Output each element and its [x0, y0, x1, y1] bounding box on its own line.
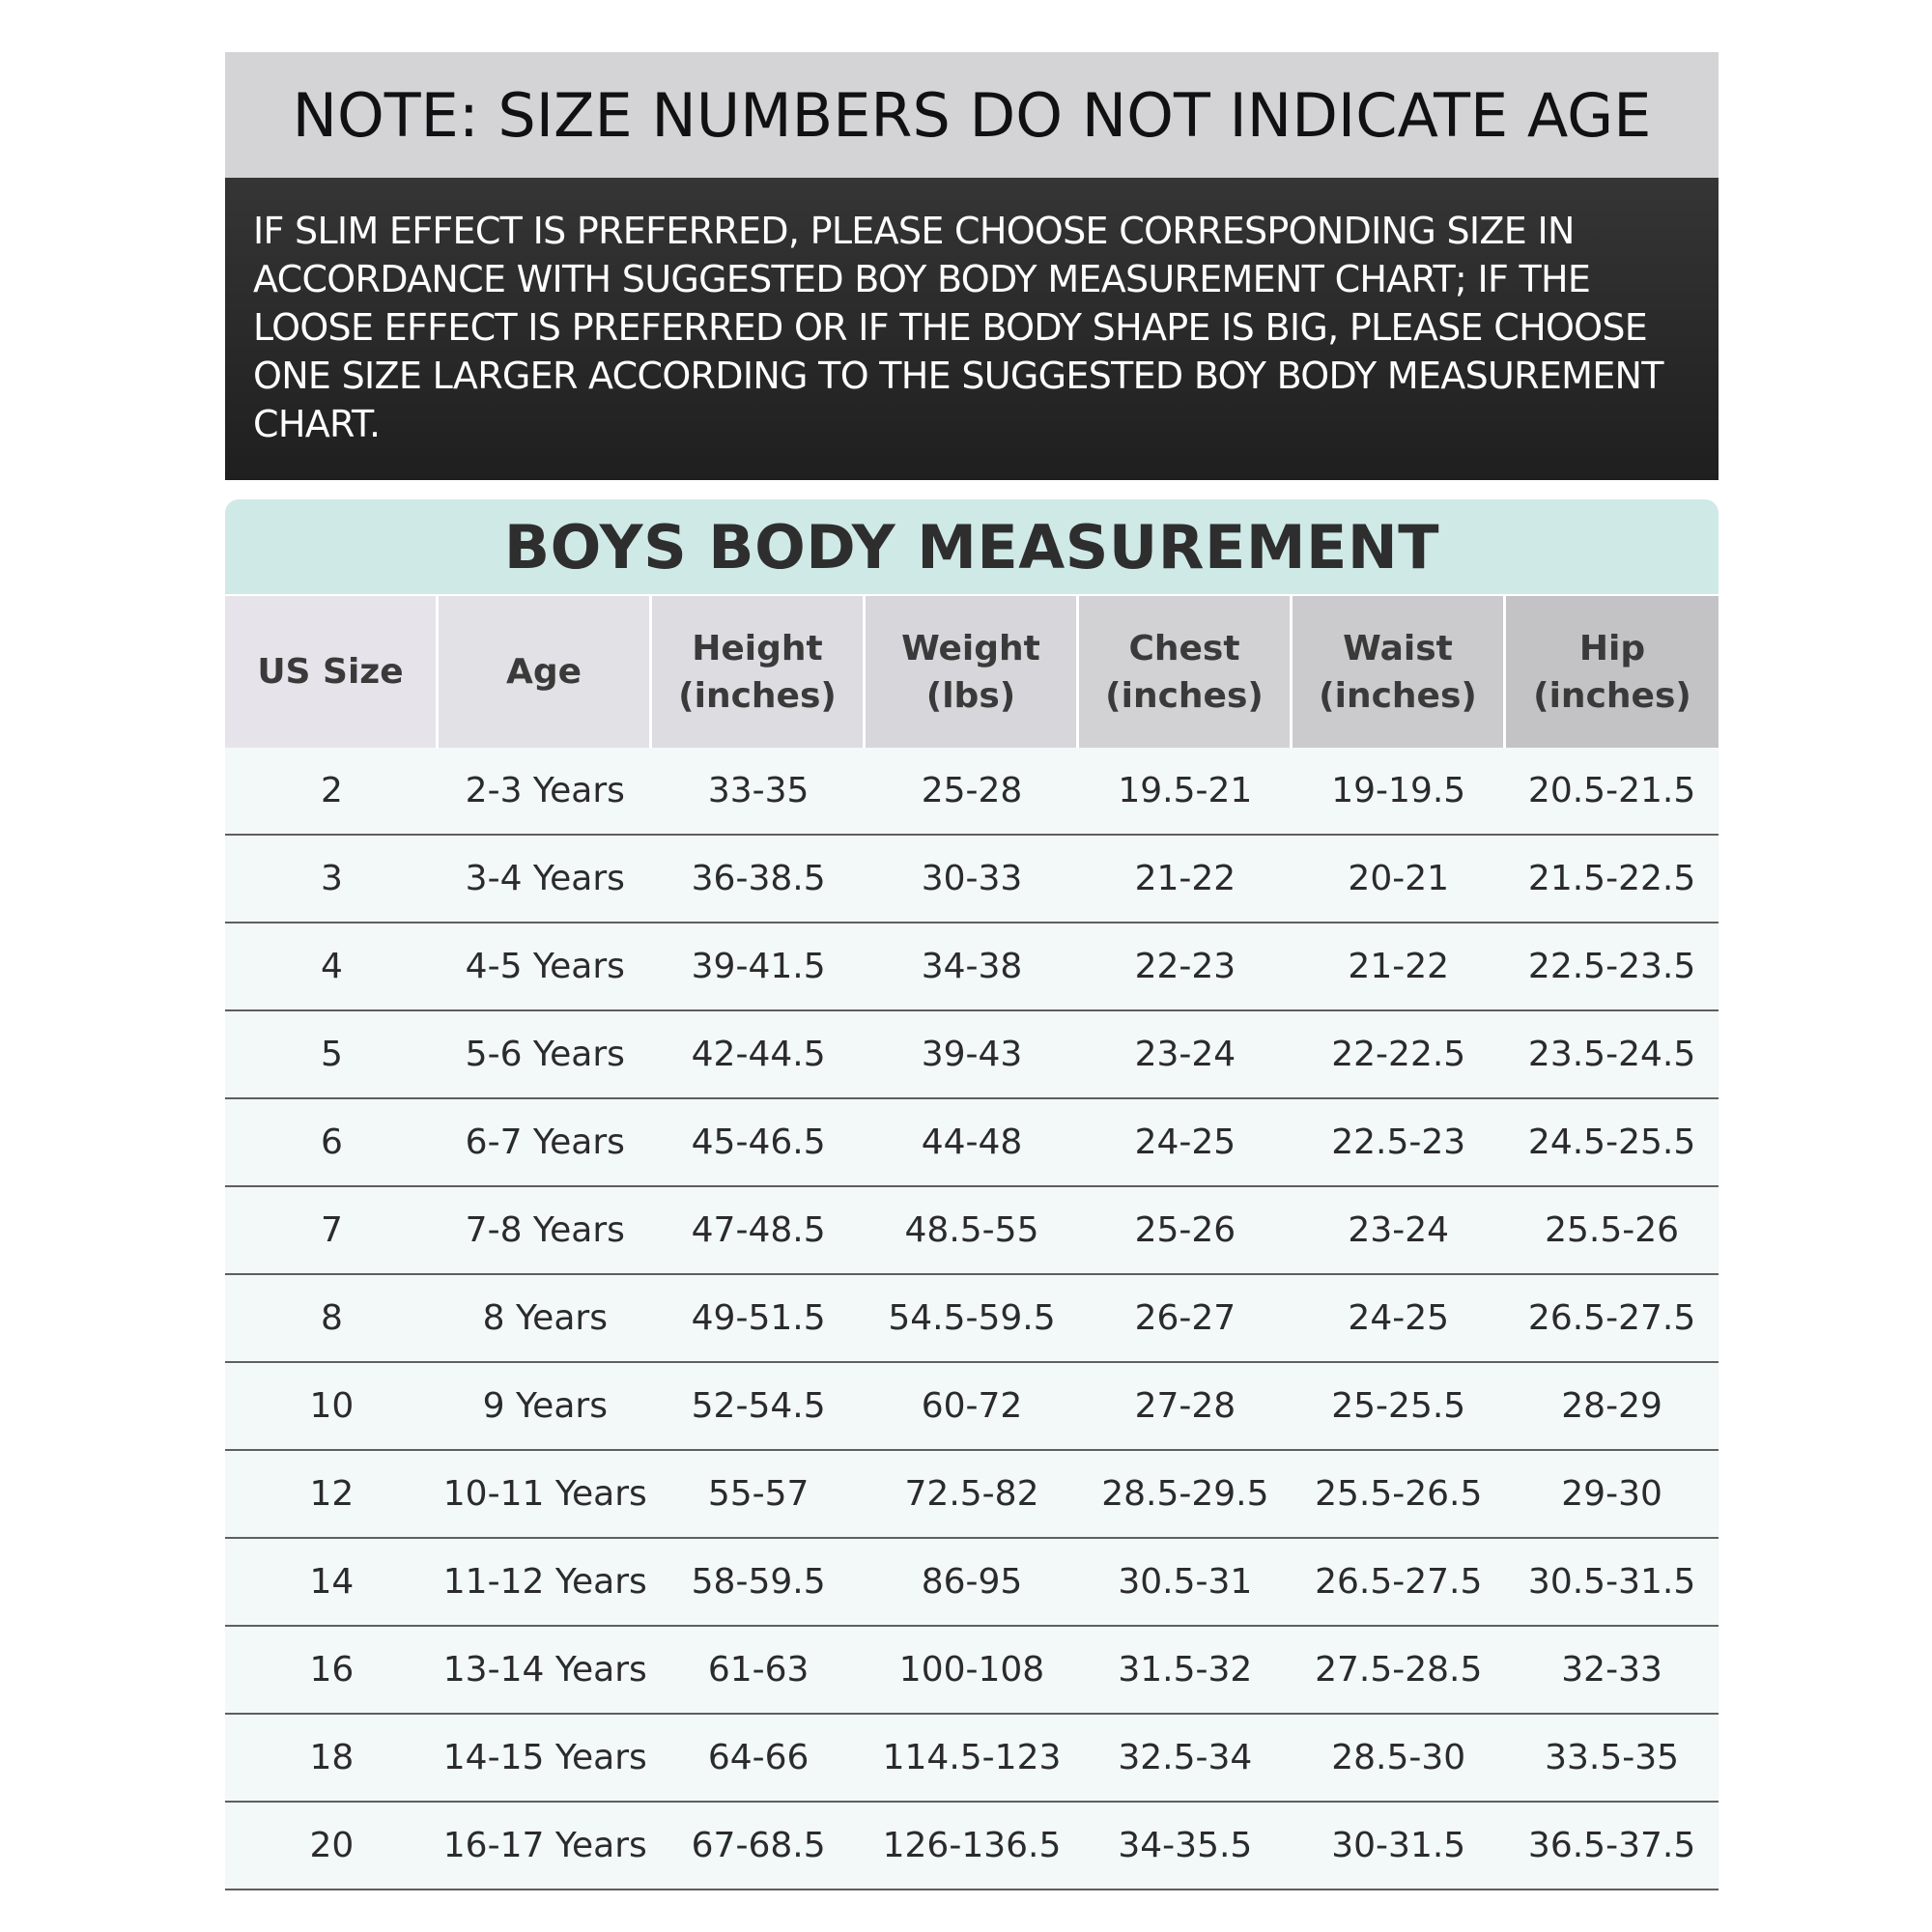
table-cell: 3-4 Years — [465, 859, 625, 898]
table-cell: 12 — [309, 1474, 355, 1514]
header-line: Height — [692, 628, 823, 668]
table-cell: 2-3 Years — [465, 771, 625, 810]
table-cell: 126-136.5 — [882, 1826, 1062, 1865]
table-cell: 22-23 — [1134, 947, 1236, 986]
header-line: Waist — [1343, 628, 1453, 668]
table-cell: 55-57 — [707, 1474, 810, 1514]
table-cell: 30.5-31 — [1118, 1562, 1253, 1602]
table-cell: 32.5-34 — [1118, 1738, 1253, 1777]
table-cell: 27-28 — [1134, 1386, 1236, 1426]
table-cell: 9 Years — [482, 1386, 608, 1426]
table-cell: 23-24 — [1134, 1035, 1236, 1074]
header-unit: (lbs) — [925, 675, 1016, 716]
table-cell: 30-33 — [921, 859, 1023, 898]
table-row — [225, 1275, 1719, 1363]
advice-box — [225, 178, 1719, 480]
table-cell: 16 — [309, 1650, 355, 1690]
table-cell: 52-54.5 — [691, 1386, 826, 1426]
table-cell: 25.5-26.5 — [1315, 1474, 1483, 1514]
table-cell: 23-24 — [1348, 1210, 1450, 1250]
table-title: BOYS BODY MEASUREMENT — [503, 511, 1440, 582]
table-cell: 67-68.5 — [691, 1826, 826, 1865]
table-cell: 30.5-31.5 — [1527, 1562, 1696, 1602]
table-cell: 4 — [320, 947, 343, 986]
table-cell: 18 — [309, 1738, 355, 1777]
table-row — [225, 1627, 1719, 1715]
table-cell: 31.5-32 — [1118, 1650, 1253, 1690]
table-cell: 16-17 Years — [442, 1826, 647, 1865]
table-row — [225, 1099, 1719, 1187]
header-us-size — [225, 596, 436, 748]
table-cell: 25-26 — [1134, 1210, 1236, 1250]
table-cell: 27.5-28.5 — [1315, 1650, 1483, 1690]
header-line: Age — [505, 652, 582, 692]
table-cell: 7 — [320, 1210, 343, 1250]
table-cell: 20-21 — [1348, 859, 1450, 898]
table-row — [225, 923, 1719, 1011]
table-header — [225, 596, 1719, 748]
table-cell: 44-48 — [921, 1122, 1023, 1162]
table-cell: 33-35 — [707, 771, 810, 810]
table-cell: 48.5-55 — [904, 1210, 1039, 1250]
table-cell: 26-27 — [1134, 1298, 1236, 1338]
header-line: US Size — [257, 652, 404, 692]
table-cell: 23.5-24.5 — [1527, 1035, 1696, 1074]
table-cell: 21.5-22.5 — [1527, 859, 1696, 898]
table-row — [225, 1363, 1719, 1451]
table-cell: 11-12 Years — [442, 1562, 647, 1602]
table-cell: 7-8 Years — [465, 1210, 625, 1250]
table-cell: 28.5-30 — [1331, 1738, 1466, 1777]
table-cell: 26.5-27.5 — [1527, 1298, 1696, 1338]
table-cell: 114.5-123 — [882, 1738, 1062, 1777]
table-cell: 39-43 — [921, 1035, 1023, 1074]
table-cell: 28-29 — [1561, 1386, 1662, 1426]
table-cell: 5-6 Years — [465, 1035, 625, 1074]
table-cell: 21-22 — [1348, 947, 1450, 986]
table-cell: 4-5 Years — [465, 947, 625, 986]
table-body — [225, 748, 1719, 1890]
table-cell: 8 — [320, 1298, 343, 1338]
table-cell: 34-35.5 — [1118, 1826, 1253, 1865]
table-cell: 19.5-21 — [1118, 771, 1253, 810]
table-cell: 20.5-21.5 — [1527, 771, 1696, 810]
header-waist — [1293, 596, 1503, 748]
table-row — [225, 1539, 1719, 1627]
header-line: Hip — [1578, 628, 1646, 668]
table-row — [225, 1451, 1719, 1539]
header-age — [439, 596, 649, 748]
table-cell: 13-14 Years — [442, 1650, 647, 1690]
table-cell: 25-28 — [921, 771, 1023, 810]
table-cell: 21-22 — [1134, 859, 1236, 898]
table-cell: 60-72 — [921, 1386, 1023, 1426]
table-cell: 3 — [320, 859, 343, 898]
table-cell: 24.5-25.5 — [1527, 1122, 1696, 1162]
header-height — [652, 596, 863, 748]
note-text: NOTE: SIZE NUMBERS DO NOT INDICATE AGE — [292, 79, 1652, 151]
header-unit: (inches) — [1533, 675, 1691, 716]
table-cell: 72.5-82 — [904, 1474, 1039, 1514]
table-cell: 64-66 — [707, 1738, 810, 1777]
advice-text: IF SLIM EFFECT IS PREFERRED, PLEASE CHOOSE CORRESPONDING SIZE IN ACCORDANCE WITH SUGGESTED BOY BODY MEASUREMENT CHART; IF THE LOOSE EFFECT IS PREFERRED OR IF THE BODY SHAPE IS BIG, PLEASE CHOOSE ONE SIZE LARGER ACCORDING TO THE SUGGESTED BOY BODY MEASUREMENT CHART. — [253, 210, 1663, 445]
table-row — [225, 1803, 1719, 1890]
table-cell: 22.5-23.5 — [1527, 947, 1696, 986]
table-row — [225, 1715, 1719, 1803]
table-cell: 100-108 — [898, 1650, 1045, 1690]
header-line: Weight — [901, 628, 1040, 668]
table-cell: 29-30 — [1561, 1474, 1662, 1514]
table-cell: 19-19.5 — [1331, 771, 1466, 810]
table-cell: 6-7 Years — [465, 1122, 625, 1162]
table-cell: 10-11 Years — [442, 1474, 647, 1514]
table-cell: 30-31.5 — [1331, 1826, 1466, 1865]
table-cell: 86-95 — [921, 1562, 1023, 1602]
table-cell: 8 Years — [482, 1298, 608, 1338]
table-cell: 14 — [309, 1562, 355, 1602]
header-weight — [866, 596, 1076, 748]
table-row — [225, 1187, 1719, 1275]
table-cell: 20 — [309, 1826, 355, 1865]
table-cell: 42-44.5 — [691, 1035, 826, 1074]
header-unit: (inches) — [678, 675, 837, 716]
table-cell: 61-63 — [707, 1650, 810, 1690]
table-cell: 25.5-26 — [1545, 1210, 1680, 1250]
table-cell: 24-25 — [1134, 1122, 1236, 1162]
size-chart — [225, 52, 1719, 1890]
table-cell: 33.5-35 — [1545, 1738, 1680, 1777]
header-chest — [1079, 596, 1290, 748]
header-unit: (inches) — [1105, 675, 1264, 716]
table-cell: 34-38 — [921, 947, 1023, 986]
table-cell: 58-59.5 — [691, 1562, 826, 1602]
note-banner — [225, 52, 1719, 178]
table-row — [225, 748, 1719, 836]
table-cell: 36.5-37.5 — [1527, 1826, 1696, 1865]
table-cell: 22-22.5 — [1331, 1035, 1466, 1074]
header-hip — [1506, 596, 1719, 748]
table-cell: 54.5-59.5 — [888, 1298, 1056, 1338]
table-cell: 24-25 — [1348, 1298, 1450, 1338]
header-unit: (inches) — [1319, 675, 1477, 716]
table-cell: 36-38.5 — [691, 859, 826, 898]
table-cell: 28.5-29.5 — [1101, 1474, 1269, 1514]
table-cell: 14-15 Years — [442, 1738, 647, 1777]
table-cell: 39-41.5 — [691, 947, 826, 986]
table-cell: 5 — [320, 1035, 343, 1074]
table-cell: 26.5-27.5 — [1315, 1562, 1483, 1602]
table-cell: 10 — [309, 1386, 355, 1426]
table-cell: 45-46.5 — [691, 1122, 826, 1162]
table-cell: 49-51.5 — [691, 1298, 826, 1338]
header-line: Chest — [1128, 628, 1240, 668]
table-cell: 32-33 — [1561, 1650, 1662, 1690]
table-cell: 2 — [320, 771, 343, 810]
table-cell: 6 — [320, 1122, 343, 1162]
table-row — [225, 836, 1719, 923]
table-title-bar — [225, 499, 1719, 594]
table-cell: 22.5-23 — [1331, 1122, 1466, 1162]
table-row — [225, 1011, 1719, 1099]
table-cell: 47-48.5 — [691, 1210, 826, 1250]
table-cell: 25-25.5 — [1331, 1386, 1466, 1426]
